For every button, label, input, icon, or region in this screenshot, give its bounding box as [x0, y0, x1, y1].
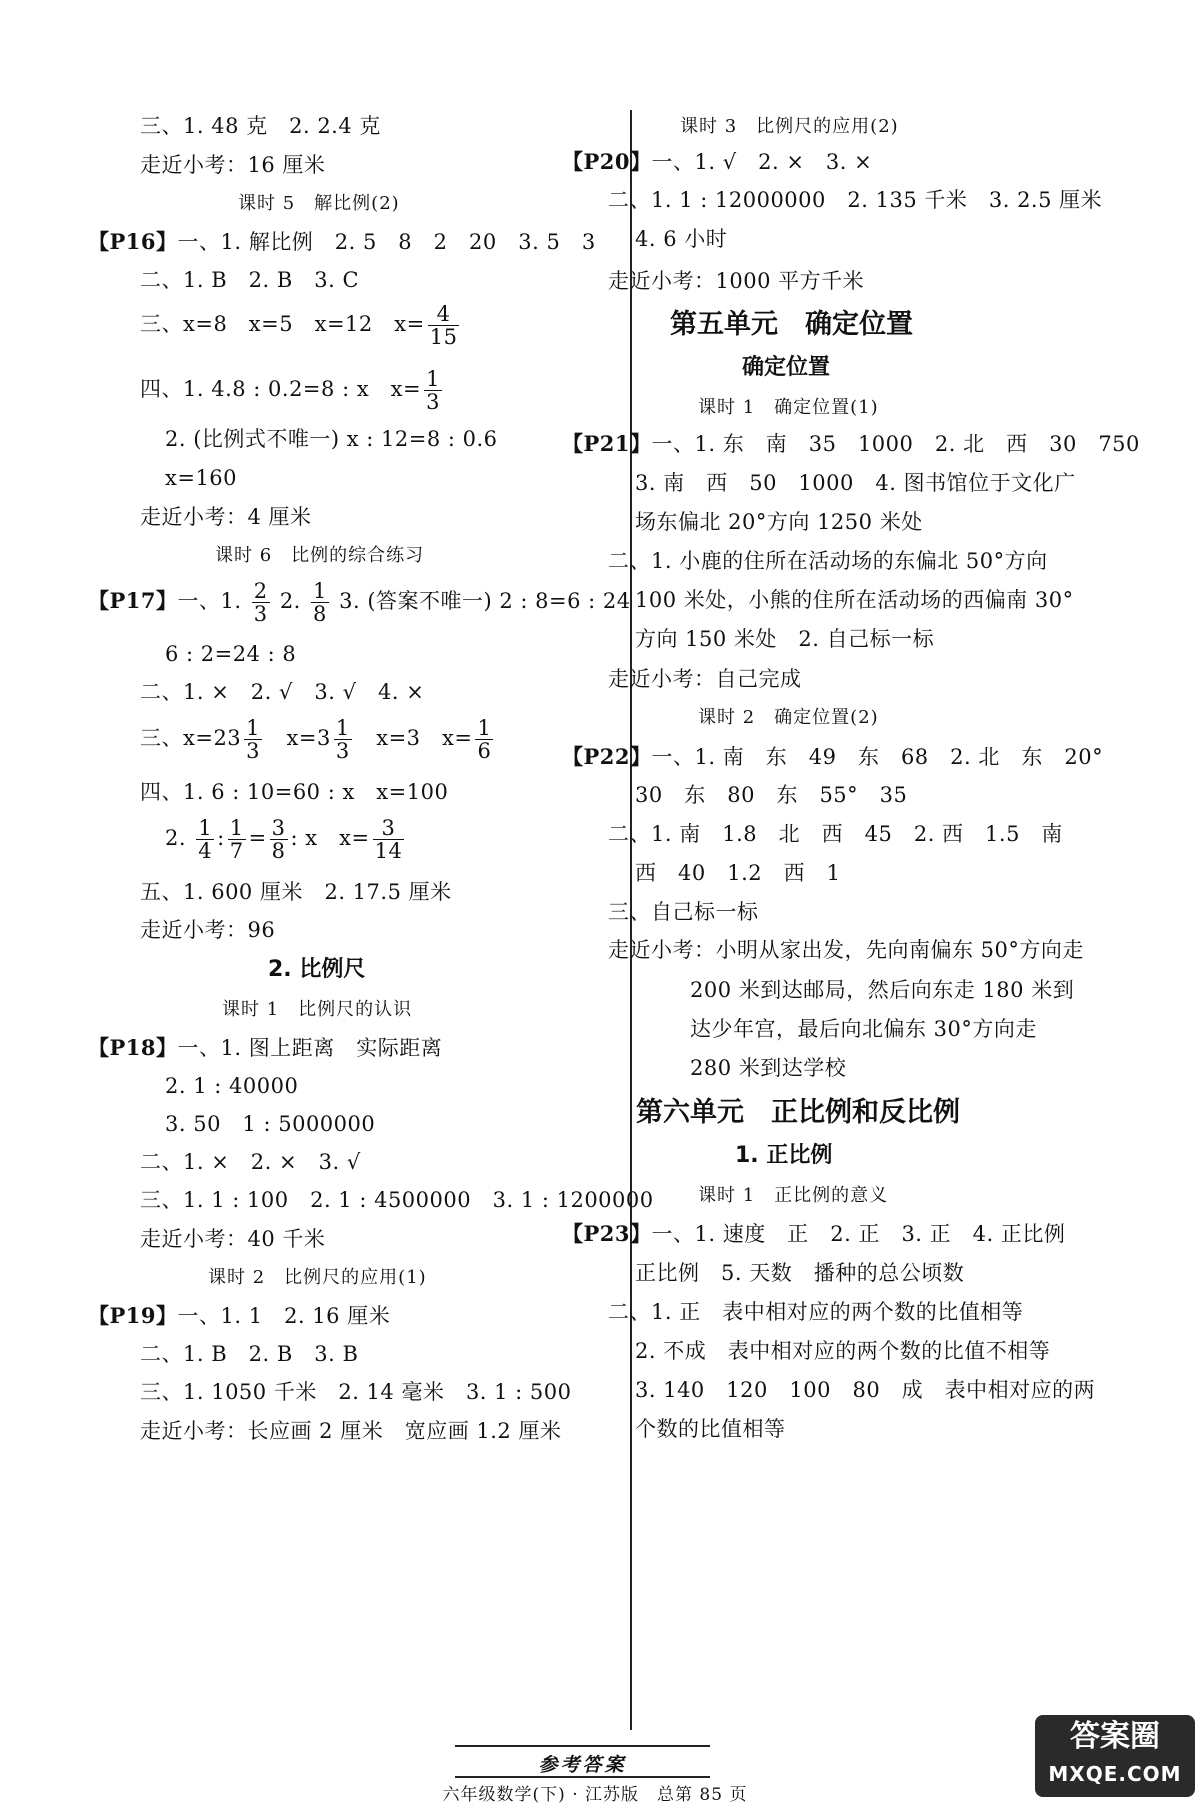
- answer-line: 五、1. 600 厘米 2. 17.5 厘米: [140, 880, 452, 904]
- answer-line: 二、1. B 2. B 3. C: [140, 268, 360, 292]
- footer-page-info: 六年级数学(下) · 江苏版 总第 85 页: [442, 1785, 748, 1805]
- answer-line: 四、1. 6 : 10=60 : x x=100: [140, 780, 449, 804]
- answer-line: 场东偏北 20°方向 1250 米处: [635, 510, 923, 534]
- page-ref-tag: 【P18】: [88, 1035, 178, 1060]
- answer-line: 三、x=8 x=5 x=12 x= $\frac{4}{15}$: [140, 302, 458, 349]
- fraction: $\frac{4}{15}$: [429, 302, 458, 349]
- page-ref-tag: 【P21】: [562, 431, 652, 456]
- unit-heading: 第五单元 确定位置: [670, 309, 913, 340]
- exam-answer: 走近小考：长应画 2 厘米 宽应画 1.2 厘米: [140, 1419, 562, 1443]
- exam-answer: 走近小考：4 厘米: [140, 505, 312, 529]
- lesson-heading: 课时 1 确定位置(1): [698, 397, 879, 418]
- answer-line: 【P16】一、1. 解比例 2. 5 8 2 20 3. 5 3: [88, 229, 596, 254]
- answer-line: 三、1. 48 克 2. 2.4 克: [140, 114, 381, 138]
- answer-line: 200 米到达邮局，然后向东走 180 米到: [690, 978, 1075, 1002]
- section-heading: 1. 正比例: [735, 1143, 833, 1168]
- answer-line: 二、1. × 2. √ 3. √ 4. ×: [140, 680, 425, 704]
- fraction: $\frac{1}{8}$: [313, 579, 327, 626]
- answer-line: 个数的比值相等: [635, 1417, 786, 1441]
- page-ref-tag: 【P23】: [562, 1221, 652, 1246]
- answer-line: x=160: [165, 466, 238, 490]
- answer-line: 三、x=23 $\frac{1}{3}$ x=3 $\frac{1}{3}$ x=3 x= $\frac{1}{6}$: [140, 716, 492, 763]
- footer-title: 参考答案: [538, 1754, 627, 1776]
- answer-line: 三、1. 1050 千米 2. 14 毫米 3. 1 : 500: [140, 1380, 572, 1404]
- answer-line: 100 米处，小熊的住所在活动场的西偏南 30°: [635, 588, 1074, 612]
- lesson-heading: 课时 3 比例尺的应用(2): [680, 116, 899, 137]
- answer-line: 【P22】一、1. 南 东 49 东 68 2. 北 东 20°: [562, 744, 1104, 769]
- lesson-heading: 课时 1 正比例的意义: [698, 1185, 889, 1206]
- fraction: $\frac{3}{8}$: [271, 816, 286, 863]
- answer-line: 二、1. 1 : 12000000 2. 135 千米 3. 2.5 厘米: [608, 188, 1103, 212]
- answer-line: 四、1. 4.8 : 0.2=8 : x x= $\frac{1}{3}$: [140, 367, 440, 414]
- section-heading: 2. 比例尺: [268, 957, 366, 982]
- exam-answer: 走近小考：16 厘米: [140, 153, 326, 177]
- page-ref-tag: 【P19】: [88, 1303, 178, 1328]
- answer-line: 2. (比例式不唯一) x : 12=8 : 0.6: [165, 427, 498, 451]
- footer-rule: [455, 1745, 710, 1747]
- watermark-logo: [1035, 1715, 1195, 1797]
- answer-line: 【P20】一、1. √ 2. × 3. ×: [562, 149, 873, 174]
- unit-heading: 第六单元 正比例和反比例: [636, 1097, 960, 1128]
- footer-rule: [455, 1776, 710, 1778]
- answer-line: 正比例 5. 天数 播种的总公顷数: [635, 1261, 965, 1285]
- answer-line: 方向 150 米处 2. 自己标一标: [635, 627, 935, 651]
- answer-line: 【P17】一、1. $\frac{2}{3}$ 2. $\frac{1}{8}$ 3. (答案不唯一) 2 : 8=6 : 24: [88, 579, 631, 626]
- answer-line: 【P19】一、1. 1 2. 16 厘米: [88, 1303, 391, 1328]
- answer-line: 西 40 1.2 西 1: [635, 861, 841, 885]
- answer-line: 6 : 2=24 : 8: [165, 642, 297, 666]
- fraction: $\frac{1}{6}$: [477, 716, 492, 763]
- answer-line: 2. 不成 表中相对应的两个数的比值不相等: [635, 1339, 1051, 1363]
- exam-answer: 走近小考：小明从家出发，先向南偏东 50°方向走: [608, 938, 1084, 962]
- watermark-text: 答案圈: [1070, 1719, 1160, 1754]
- fraction: $\frac{1}{3}$: [426, 367, 440, 414]
- lesson-heading: 课时 2 确定位置(2): [698, 707, 879, 728]
- page-ref-tag: 【P20】: [562, 149, 652, 174]
- exam-answer: 走近小考：自己完成: [608, 667, 802, 691]
- answer-line: 3. 南 西 50 1000 4. 图书馆位于文化广: [635, 471, 1076, 495]
- answer-line: 二、1. B 2. B 3. B: [140, 1342, 359, 1366]
- answer-line: 二、1. × 2. × 3. √: [140, 1150, 361, 1174]
- answer-line: 三、1. 1 : 100 2. 1 : 4500000 3. 1 : 1200000: [140, 1188, 654, 1212]
- page-ref-tag: 【P16】: [88, 229, 178, 254]
- lesson-heading: 课时 1 比例尺的认识: [222, 999, 413, 1020]
- section-heading: 确定位置: [742, 355, 831, 380]
- answer-line: 【P23】一、1. 速度 正 2. 正 3. 正 4. 正比例: [562, 1221, 1066, 1246]
- fraction: $\frac{1}{7}$: [229, 816, 244, 863]
- fraction: $\frac{2}{3}$: [253, 579, 268, 626]
- answer-line: 280 米到达学校: [690, 1056, 847, 1080]
- page-ref-tag: 【P22】: [562, 744, 652, 769]
- answer-line: 2. 1 : 40000: [165, 1074, 299, 1098]
- answer-line: 3. 140 120 100 80 成 表中相对应的两: [635, 1378, 1096, 1402]
- fraction: $\frac{1}{3}$: [246, 716, 261, 763]
- answer-line: 三、自己标一标: [608, 900, 759, 924]
- fraction: $\frac{1}{4}$: [198, 816, 213, 863]
- lesson-heading: 课时 5 解比例(2): [238, 193, 400, 214]
- watermark-url: MXQE.COM: [1048, 1762, 1182, 1786]
- lesson-heading: 课时 2 比例尺的应用(1): [208, 1267, 427, 1288]
- answer-line: 4. 6 小时: [635, 227, 728, 251]
- answer-line: 二、1. 小鹿的住所在活动场的东偏北 50°方向: [608, 549, 1048, 573]
- answer-line: 2. $\frac{1}{4}$ : $\frac{1}{7}$ = $\frac{3}{8}$ : x x= $\frac{3}{14}$: [165, 816, 403, 863]
- exam-answer: 走近小考：1000 平方千米: [608, 269, 865, 293]
- answer-line: 二、1. 南 1.8 北 西 45 2. 西 1.5 南: [608, 822, 1063, 846]
- answer-line: 达少年宫，最后向北偏东 30°方向走: [690, 1017, 1037, 1041]
- exam-answer: 走近小考：96: [140, 918, 276, 942]
- exam-answer: 走近小考：40 千米: [140, 1227, 326, 1251]
- fraction: $\frac{3}{14}$: [374, 816, 403, 863]
- answer-line: 30 东 80 东 55° 35: [635, 783, 908, 807]
- answer-line: 二、1. 正 表中相对应的两个数的比值相等: [608, 1300, 1024, 1324]
- lesson-heading: 课时 6 比例的综合练习: [215, 545, 425, 566]
- fraction: $\frac{1}{3}$: [335, 716, 350, 763]
- page-ref-tag: 【P17】: [88, 588, 178, 613]
- answer-line: 3. 50 1 : 5000000: [165, 1112, 376, 1136]
- answer-line: 【P21】一、1. 东 南 35 1000 2. 北 西 30 750: [562, 431, 1140, 456]
- answer-line: 【P18】一、1. 图上距离 实际距离: [88, 1035, 443, 1060]
